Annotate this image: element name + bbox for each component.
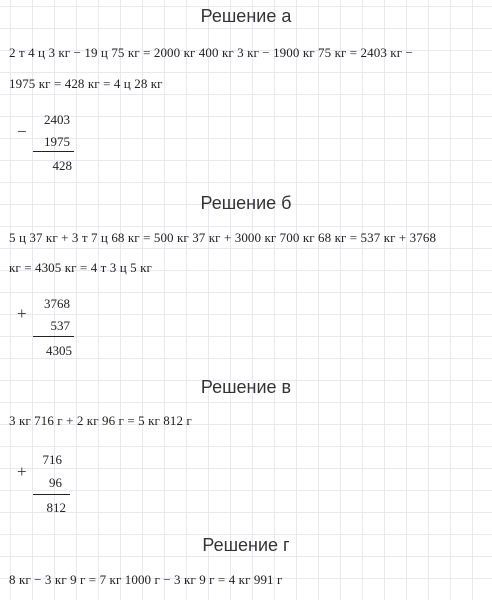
column-divider — [33, 151, 74, 152]
heading-solution-d: Решение г — [202, 535, 290, 555]
column-result: 428 — [52, 158, 72, 173]
plus-sign: + — [17, 462, 27, 481]
equation-line: 2 т 4 ц 3 кг − 19 ц 75 кг = 2000 кг 400 кг 3 кг − 1900 кг 75 кг = 2403 кг − — [9, 45, 413, 60]
heading-solution-a: Решение а — [200, 6, 292, 26]
equation-line: 8 кг − 3 кг 9 г = 7 кг 1000 г − 3 кг 9 г = 4 кг 991 г — [9, 572, 283, 587]
column-bottom-number: 1975 — [44, 134, 70, 149]
minus-sign: − — [17, 122, 27, 141]
column-divider — [33, 336, 74, 337]
heading-solution-c: Решение в — [200, 377, 292, 397]
equation-line: 5 ц 37 кг + 3 т 7 ц 68 кг = 500 кг 37 кг + 3000 кг 700 кг 68 кг = 537 кг + 3768 — [9, 230, 437, 245]
column-top-number: 716 — [42, 452, 62, 467]
column-divider — [33, 494, 70, 495]
column-top-number: 2403 — [44, 112, 70, 127]
equation-line: 3 кг 716 г + 2 кг 96 г = 5 кг 812 г — [9, 413, 192, 428]
column-bottom-number: 537 — [50, 318, 70, 333]
heading-solution-b: Решение б — [200, 193, 292, 213]
equation-line: 1975 кг = 428 кг = 4 ц 28 кг — [9, 76, 163, 91]
column-result: 812 — [46, 500, 66, 515]
column-result: 4305 — [46, 343, 72, 358]
column-top-number: 3768 — [44, 296, 70, 311]
column-bottom-number: 96 — [49, 475, 62, 490]
plus-sign: + — [17, 304, 27, 323]
equation-line: кг = 4305 кг = 4 т 3 ц 5 кг — [9, 260, 152, 275]
